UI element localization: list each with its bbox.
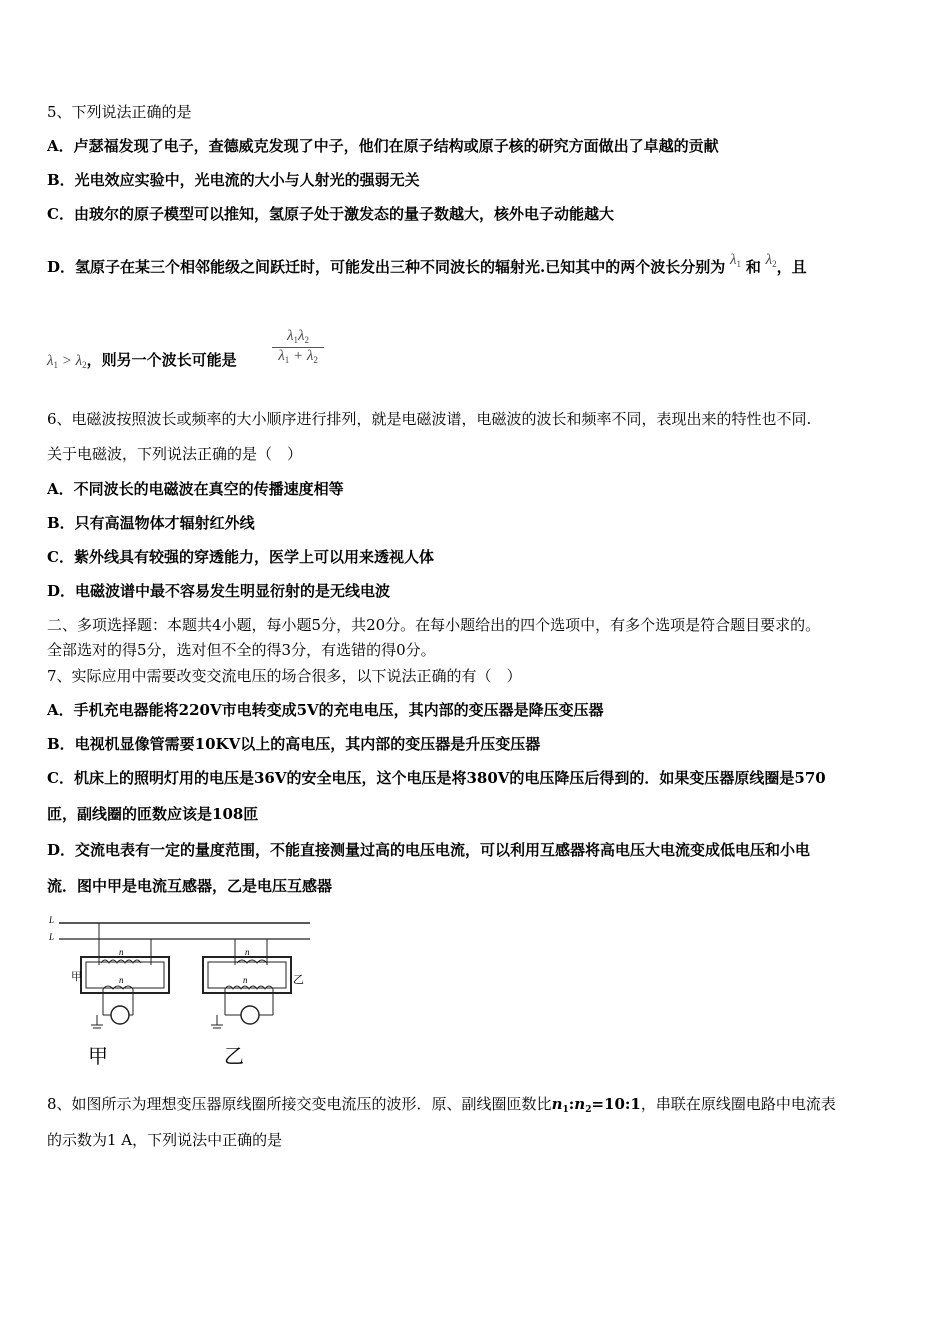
- svg-text:乙: 乙: [293, 974, 304, 986]
- q7-option-d-2: 流．图中甲是电流互感器，乙是电压互感器: [47, 877, 333, 895]
- fraction-formula: $\frac{\lambda_1\lambda_2}{\lambda_1 + \lambda_2}$: [272, 328, 324, 365]
- svg-text:n: n: [119, 947, 124, 957]
- q8-stem-2: 的示数为1 A，下列说法中正确的是: [47, 1131, 283, 1149]
- q6-option-d: D．电磁波谱中最不容易发生明显衍射的是无线电波: [47, 582, 391, 600]
- svg-text:n: n: [245, 947, 250, 957]
- svg-text:n: n: [243, 975, 248, 985]
- q5-option-d-text: D．氢原子在某三个相邻能级之间跃迁时，可能发出三种不同波长的辐射光.已知其中的两个波长分别为: [47, 258, 726, 276]
- q5-stem: 5、下列说法正确的是: [47, 103, 192, 121]
- q5-option-a: A．卢瑟福发现了电子，查德威克发现了中子，他们在原子结构或原子核的研究方面做出了卓越的贡献: [47, 137, 719, 155]
- label-l1: L: [49, 915, 55, 925]
- and-text: 和: [745, 258, 761, 276]
- q7-stem: 7、实际应用中需要改变交流电压的场合很多，以下说法正确的有（ ）: [47, 667, 522, 685]
- qie-text: ，且: [776, 258, 807, 276]
- q7-option-d-1: D．交流电表有一定的量度范围，不能直接测量过高的电压电流，可以利用互感器将高电压大电流变成低电压和小电: [47, 841, 811, 859]
- q6-option-a: A．不同波长的电磁波在真空的传播速度相等: [47, 480, 344, 498]
- q8-stem-1: 8、如图所示为理想变压器原线圈所接交变电流压的波形．原、副线圈匝数比$n_1:n_2=10:1$，串联在原线圈电路中电流表: [47, 1095, 836, 1115]
- q6-stem-2: 关于电磁波，下列说法正确的是（ ）: [47, 445, 303, 463]
- svg-text:n: n: [119, 975, 124, 985]
- q5-option-d-line1: [47, 250, 807, 277]
- q5-option-d-line2: [47, 350, 237, 375]
- section2-heading-1: 二、多项选择题：本题共4小题，每小题5分，共20分。在每小题给出的四个选项中，有多个选项是符合题目要求的。: [47, 616, 821, 634]
- q5-option-b: B．光电效应实验中，光电流的大小与人射光的强弱无关: [47, 171, 420, 189]
- q7-option-c-1: C．机床上的照明灯用的电压是36V的安全电压，这个电压是将380V的电压降压后得到的．如果变压器原线圈是570: [47, 769, 826, 787]
- figure-label-jia: 甲: [88, 1044, 108, 1068]
- q6-stem-1: 6、电磁波按照波长或频率的大小顺序进行排列，就是电磁波谱，电磁波的波长和频率不同，表现出来的特性也不同.: [47, 410, 812, 428]
- lambda1-symbol: $\lambda_1$: [730, 252, 742, 269]
- q7-option-c-2: 匝，副线圈的匝数应该是108匝: [47, 805, 259, 823]
- q7-option-b: B．电视机显像管需要10KV以上的高电压，其内部的变压器是升压变压器: [47, 735, 541, 753]
- q7-option-a: A．手机充电器能将220V市电转变成5V的充电电压，其内部的变压器是降压变压器: [47, 701, 604, 719]
- svg-text:甲: 甲: [71, 971, 82, 983]
- label-l2: L: [49, 932, 55, 942]
- inequality: $\lambda_1 > \lambda_2$: [47, 353, 87, 370]
- q6-option-c: C．紫外线具有较强的穿透能力，医学上可以用来透视人体: [47, 548, 434, 566]
- q5-d-text2: ，则另一个波长可能是: [86, 351, 237, 369]
- q6-option-b: B．只有高温物体才辐射红外线: [47, 514, 255, 532]
- section2-heading-2: 全部选对的得5分，选对但不全的得3分，有选错的得0分。: [47, 641, 436, 659]
- q5-option-c: C．由玻尔的原子模型可以推知，氢原子处于激发态的量子数越大，核外电子动能越大: [47, 205, 614, 223]
- figure-label-yi: 乙: [224, 1044, 244, 1068]
- lambda2-symbol: $\lambda_2$: [765, 252, 777, 269]
- transformer-figure: [45, 905, 315, 1070]
